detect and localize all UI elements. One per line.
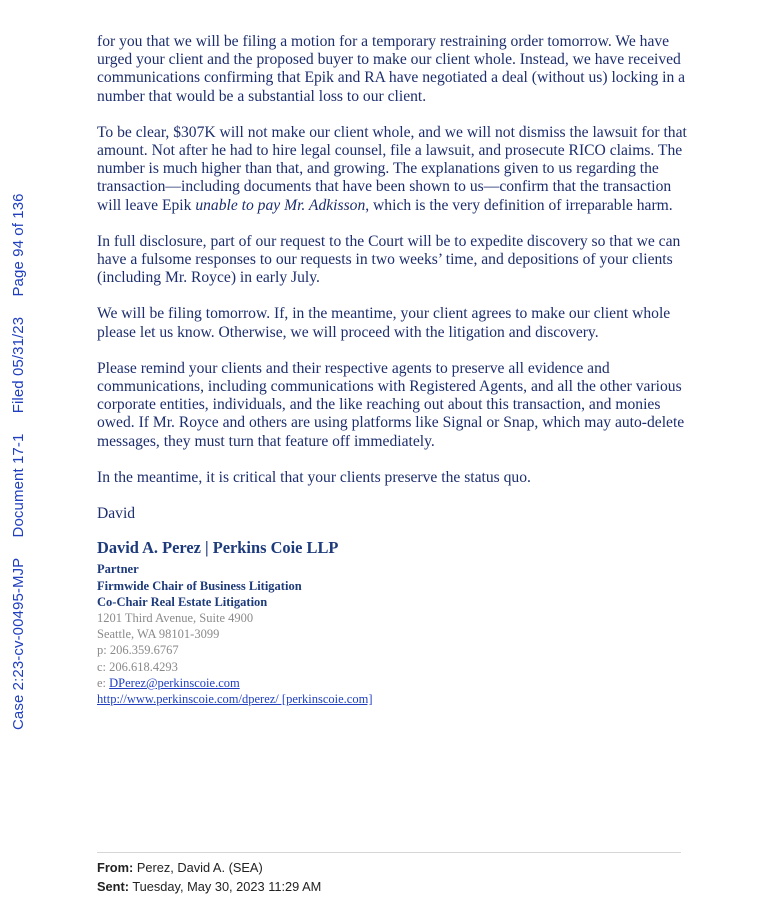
paragraph-6: In the meantime, it is critical that your clients preserve the status quo. (97, 468, 531, 486)
forwarded-email-header (97, 858, 321, 896)
signature-cell: c: 206.618.4293 (97, 659, 178, 674)
paragraph-3: In full disclosure, part of our request to the Court will be to expedite discovery so that we can have a fulsome responses to our requests in two weeks’ time, and depositions of your clients (including Mr. Royce) in early July. (97, 232, 681, 287)
sent-line: Sent: Tuesday, May 30, 2023 11:29 AM (97, 879, 322, 894)
website-link[interactable]: http://www.perkinscoie.com/dperez/ [perkinscoie.com] (97, 692, 373, 707)
document-number: Document 17-1 (10, 433, 27, 538)
email-signature (97, 539, 697, 707)
signature-title-partner: Partner (97, 562, 139, 577)
signature-title-cochair: Co-Chair Real Estate Litigation (97, 594, 268, 609)
signature-phone: p: 206.359.6767 (97, 643, 179, 658)
signature-email-line: e: DPerez@perkinscoie.com (97, 675, 240, 690)
email-body (97, 33, 697, 707)
case-number: Case 2:23-cv-00495-MJP (10, 557, 27, 730)
paragraph-5: Please remind your clients and their respective agents to preserve all evidence and communications, including communications with Registered Agents, and all the other various corporate entities, individuals, and the like reaching out about this transaction, and monies owed. If Mr. Royce and others are using platforms like Signal or Snap, which may auto-delete messages, they must turn that feature off immediately. (97, 359, 685, 450)
paragraph-4: We will be filing tomorrow. If, in the meantime, your client agrees to make our client whole please let us know. Otherwise, we will proceed with the litigation and discovery. (97, 305, 671, 341)
email-link[interactable]: DPerez@perkinscoie.com (109, 675, 240, 690)
signature-name: David A. Perez | Perkins Coie LLP (97, 538, 339, 558)
signature-address-line1: 1201 Third Avenue, Suite 4900 (97, 611, 254, 626)
signature-title-chair: Firmwide Chair of Business Litigation (97, 578, 302, 593)
filed-date: Filed 05/31/23 (10, 316, 27, 414)
paragraph-1: for you that we will be filing a motion for a temporary restraining order tomorrow. We have urged your client and the proposed buyer to make our client whole. Instead, we have received communications confirming that Epik and RA have negotiated a deal (without us) locking in a number that would be a substantial loss to our client. (97, 33, 686, 105)
closing-name: David (97, 505, 136, 523)
paragraph-2: To be clear, $307K will not make our client whole, and we will not dismiss the lawsuit for that amount. Not after he had to hire legal counsel, file a lawsuit, and prosecute RICO claims. The number is much higher than that, and growing. The explanations given to us regarding the transaction—including documents that have been shown to us—confirm that the transaction will leave Epik unable to pay Mr. Adkisson, which is the very definition of irreparable harm. (97, 123, 687, 214)
from-line: From: Perez, David A. (SEA) (97, 860, 263, 875)
emphasis-text: unable to pay Mr. Adkisson (195, 196, 366, 214)
header-divider (97, 852, 681, 853)
court-filing-stamp (10, 177, 27, 730)
signature-address-line2: Seattle, WA 98101-3099 (97, 627, 220, 642)
signature-website-line (97, 691, 697, 707)
page-number: Page 94 of 136 (10, 193, 27, 297)
